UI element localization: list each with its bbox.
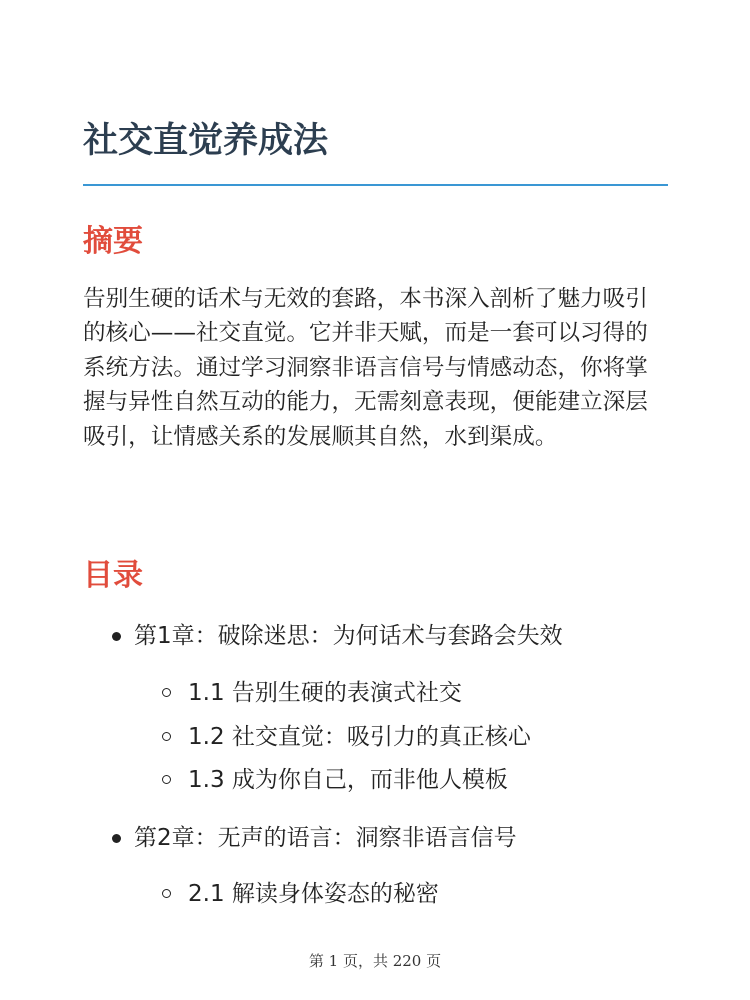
toc-section-2-1[interactable] — [188, 878, 439, 910]
hollow-bullet-icon — [162, 688, 171, 697]
page-number-footer: 第 1 页，共 220 页 — [308, 952, 442, 970]
toc-item-label: 2.1 解读身体姿态的秘密 — [188, 881, 439, 907]
abstract-heading: 摘要 — [83, 224, 143, 259]
hollow-bullet-icon — [162, 889, 171, 898]
title-divider — [83, 184, 668, 186]
toc-section-1-1[interactable] — [188, 677, 462, 709]
toc-item-label: 1.3 成为你自己，而非他人模板 — [188, 767, 508, 793]
hollow-bullet-icon — [162, 732, 171, 741]
toc-item-label: 第1章：破除迷思：为何话术与套路会失效 — [134, 623, 563, 649]
toc-chapter-2[interactable] — [134, 822, 517, 854]
toc-section-1-2[interactable] — [188, 721, 531, 753]
toc-item-label: 1.2 社交直觉：吸引力的真正核心 — [188, 724, 531, 750]
toc-section-1-3[interactable] — [188, 764, 508, 796]
abstract-paragraph: 告别生硬的话术与无效的套路，本书深入剖析了魅力吸引的核心——社交直觉。它并非天赋，而是一套可以习得的系统方法。通过学习洞察非语言信号与情感动态，你将掌握与异性自然互动的能力，无需刻意表现，便能建立深层吸引，让情感关系的发展顺其自然，水到渠成。 — [83, 286, 648, 450]
toc-item-label: 第2章：无声的语言：洞察非语言信号 — [134, 825, 517, 851]
filled-bullet-icon — [112, 834, 121, 843]
toc-heading: 目录 — [83, 558, 143, 593]
hollow-bullet-icon — [162, 775, 171, 784]
toc-chapter-1[interactable] — [134, 620, 563, 652]
document-title: 社交直觉养成法 — [83, 121, 329, 161]
toc-item-label: 1.1 告别生硬的表演式社交 — [188, 680, 462, 706]
filled-bullet-icon — [112, 632, 121, 641]
